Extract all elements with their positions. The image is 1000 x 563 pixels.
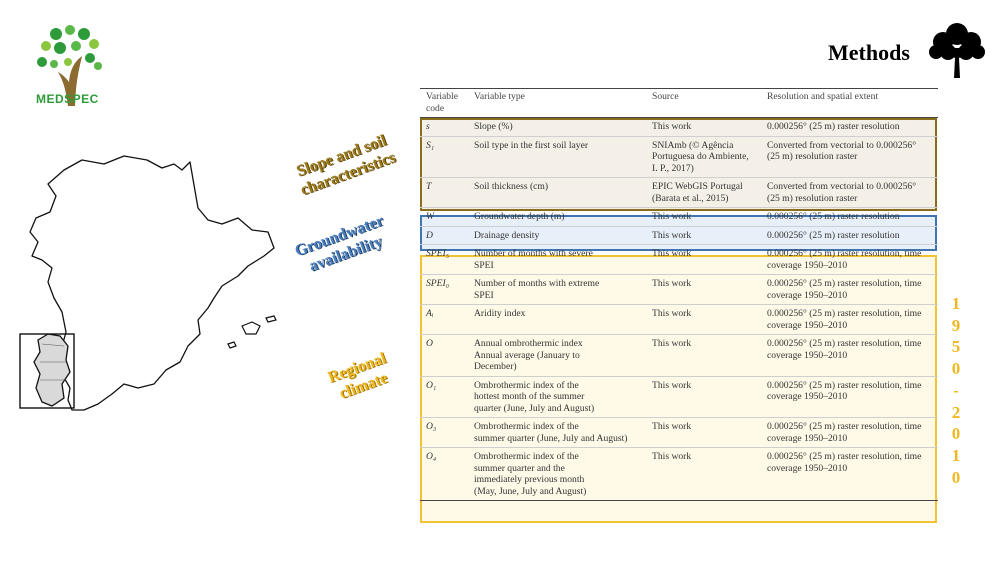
table-row (420, 448, 938, 501)
cell-type: Soil type in the first soil layer (468, 136, 646, 178)
table-row (420, 335, 938, 377)
cell-resolution: 0.000256° (25 m) raster resolution, time coverage 1950–2010 (761, 335, 938, 377)
year-char: 0 (951, 424, 961, 444)
cell-resolution: Converted from vectorial to 0.000256° (25 m) resolution raster (761, 178, 938, 208)
year-char: 9 (951, 315, 961, 335)
cell-code: W (420, 208, 468, 227)
table-row (420, 245, 938, 275)
variables-table (420, 88, 938, 501)
cell-code: D (420, 226, 468, 245)
cell-type: Groundwater depth (m) (468, 208, 646, 227)
cell-resolution: 0.000256° (25 m) raster resolution, time coverage 1950–2010 (761, 275, 938, 305)
cell-type: Number of months with severe SPEI (468, 245, 646, 275)
cell-source: This work (646, 118, 761, 137)
cell-source: SNIAmb (© Agência Portuguesa do Ambiente, I. P., 2017) (646, 136, 761, 178)
table-header-row (420, 89, 938, 118)
cell-source: This work (646, 208, 761, 227)
cell-type: Aridity index (468, 305, 646, 335)
cell-resolution: 0.000256° (25 m) raster resolution (761, 226, 938, 245)
cell-source: This work (646, 335, 761, 377)
tree-icon (928, 22, 986, 78)
header-resolution: Resolution and spatial extent (761, 89, 938, 118)
cell-source: This work (646, 305, 761, 335)
cell-resolution: 0.000256° (25 m) raster resolution, time coverage 1950–2010 (761, 376, 938, 418)
cell-type: Ombrothermic index of the summer quarter (June, July and August) (468, 418, 646, 448)
year-char: 0 (951, 359, 961, 379)
cell-resolution: 0.000256° (25 m) raster resolution (761, 208, 938, 227)
cell-resolution: Converted from vectorial to 0.000256° (25 m) resolution raster (761, 136, 938, 178)
cell-source: This work (646, 245, 761, 275)
cell-code: O₃ (420, 418, 468, 448)
category-climate: Regional climate (325, 349, 390, 403)
table-row (420, 305, 938, 335)
balearic-island-ibiza (228, 342, 236, 348)
table-row (420, 136, 938, 178)
table-row (420, 376, 938, 418)
category-groundwater: Groundwater availability (292, 212, 386, 275)
cell-source: This work (646, 376, 761, 418)
year-char: - (953, 380, 959, 400)
year-char: 5 (951, 337, 961, 357)
cell-code: S₁ (420, 136, 468, 178)
table-row (420, 118, 938, 137)
cell-resolution: 0.000256° (25 m) raster resolution, time coverage 1950–2010 (761, 305, 938, 335)
table-row (420, 226, 938, 245)
cell-code: Aᵢ (420, 305, 468, 335)
cell-code: O (420, 335, 468, 377)
year-range-vertical (946, 293, 966, 488)
cell-code: SPEI₅ (420, 245, 468, 275)
year-char: 1 (951, 294, 961, 313)
cell-type: Ombrothermic index of the summer quarter and the immediately previous month (May, June, July and August) (468, 448, 646, 501)
table-row (420, 178, 938, 208)
table-row (420, 208, 938, 227)
cell-type: Drainage density (468, 226, 646, 245)
cell-type: Annual ombrothermic index Annual average (January to December) (468, 335, 646, 377)
balearic-island-mallorca (242, 322, 260, 334)
year-char: 0 (951, 467, 961, 487)
table-row (420, 418, 938, 448)
brand-name: MEDSPEC (36, 92, 99, 106)
cell-code: O₁ (420, 376, 468, 418)
cell-source: This work (646, 418, 761, 448)
cell-source: This work (646, 275, 761, 305)
cell-code: s (420, 118, 468, 137)
year-char: 1 (951, 445, 961, 465)
cell-type: Ombrothermic index of the hottest month of the summer quarter (June, July and August) (468, 376, 646, 418)
cell-source: This work (646, 448, 761, 501)
cell-source: This work (646, 226, 761, 245)
cell-resolution: 0.000256° (25 m) raster resolution, time coverage 1950–2010 (761, 448, 938, 501)
header-source: Source (646, 89, 761, 118)
cell-code: O₄ (420, 448, 468, 501)
header-variable-type: Variable type (468, 89, 646, 118)
cell-resolution: 0.000256° (25 m) raster resolution (761, 118, 938, 137)
cell-source: EPIC WebGIS Portugal (Barata et al., 2015) (646, 178, 761, 208)
category-slope-soil: Slope and soil characteristics (294, 131, 398, 199)
cell-code: SPEI₀ (420, 275, 468, 305)
cell-resolution: 0.000256° (25 m) raster resolution, time coverage 1950–2010 (761, 245, 938, 275)
cell-type: Number of months with extreme SPEI (468, 275, 646, 305)
cell-code: T (420, 178, 468, 208)
cell-resolution: 0.000256° (25 m) raster resolution, time coverage 1950–2010 (761, 418, 938, 448)
table-row (420, 275, 938, 305)
page-title: Methods (828, 40, 910, 65)
year-char: 2 (951, 402, 961, 422)
cell-type: Soil thickness (cm) (468, 178, 646, 208)
cell-type: Slope (%) (468, 118, 646, 137)
header-variable-code: Variable code (420, 89, 468, 118)
balearic-island-menorca (266, 316, 276, 322)
